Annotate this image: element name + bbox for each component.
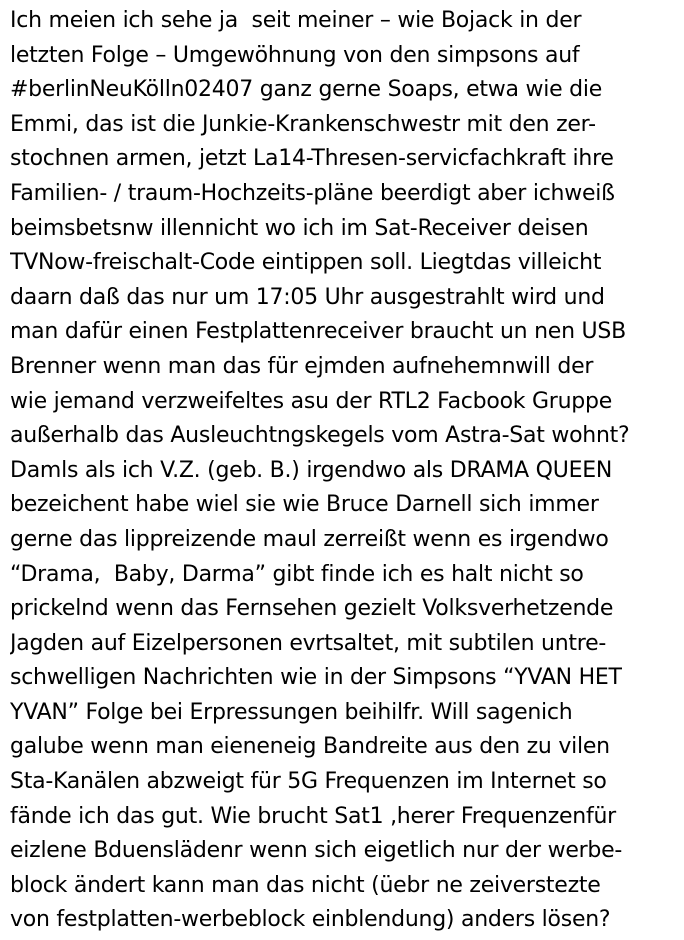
text-line-2: letzten Folge – Umgewöhnung von den simpsons auf	[10, 42, 580, 68]
text-line-13: außerhalb das Ausleuchtngskegels vom Astra-Sat wohnt?	[10, 423, 630, 449]
text-line-1: Ich meien ich sehe ja seit meiner – wie Bojack in der	[10, 8, 582, 33]
body-text	[10, 4, 680, 938]
text-line-6: Familien- / traum-Hochzeits-pläne beerdigt aber ichweiß	[10, 180, 615, 206]
text-line-16: gerne das lippreizende maul zerreißt wenn es irgendwo	[10, 526, 609, 552]
text-line-12: wie jemand verzweifeltes asu der RTL2 Facbook Gruppe	[10, 388, 613, 414]
text-line-8: TVNow-freischalt-Code eintippen soll. Liegtdas villeicht	[10, 250, 602, 276]
text-line-17: “Drama, Baby, Darma” gibt finde ich es halt nicht so	[10, 561, 584, 587]
text-line-9: daarn daß das nur um 17:05 Uhr ausgestrahlt wird und	[10, 284, 605, 310]
text-line-11: Brenner wenn man das für ejmden aufnehemnwill der	[10, 353, 594, 379]
text-line-20: schwelligen Nachrichten wie in der Simpsons “YVAN HET	[10, 665, 622, 691]
text-line-15: bezeichent habe wiel sie wie Bruce Darnell sich immer	[10, 492, 599, 518]
text-line-19: Jagden auf Eizelpersonen evrtsaltet, mit subtilen untre-	[10, 630, 607, 656]
text-line-26: block ändert kann man das nicht (üebr ne zeiverstezte	[10, 872, 601, 898]
text-line-23: Sta-Kanälen abzweigt für 5G Frequenzen im Internet so	[10, 769, 607, 795]
text-line-24: fände ich das gut. Wie brucht Sat1 ,herer Frequenzenfür	[10, 803, 616, 829]
text-line-5: stochnen armen, jetzt La14-Thresen-servicfachkraft ihre	[10, 146, 614, 172]
text-line-21: YVAN” Folge bei Erpressungen beihilfr. Will sagenich	[10, 699, 573, 725]
text-line-7: beimsbetsnw illennicht wo ich im Sat-Receiver deisen	[10, 215, 589, 241]
text-line-22: galube wenn man eieneneig Bandreite aus den zu vilen	[10, 734, 610, 760]
text-line-3: #berlinNeuKölln02407 ganz gerne Soaps, etwa wie die	[10, 77, 603, 103]
text-line-4: Emmi, das ist die Junkie-Krankenschwestr mit den zer-	[10, 111, 596, 137]
text-line-18: prickelnd wenn das Fernsehen gezielt Volksverhetzende	[10, 596, 614, 622]
text-line-27: von festplatten-werbeblock einblendung) anders lösen?	[10, 907, 611, 933]
text-line-14: Damls als ich V.Z. (geb. B.) irgendwo als DRAMA QUEEN	[10, 457, 613, 483]
text-line-10: man dafür einen Festplattenreceiver braucht un nen USB	[10, 319, 626, 345]
text-line-25: eizlene Bduenslädenr wenn sich eigetlich nur der werbe-	[10, 838, 623, 864]
